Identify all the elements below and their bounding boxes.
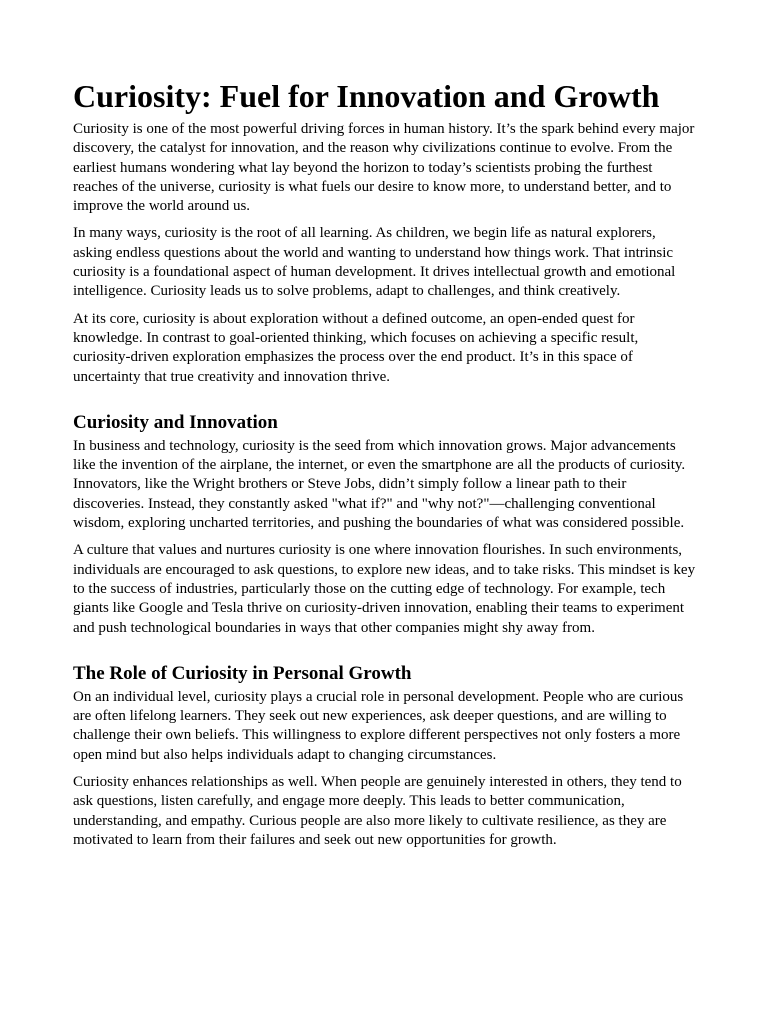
document-title: Curiosity: Fuel for Innovation and Growth [73, 78, 660, 114]
intro-paragraph-1: Curiosity is one of the most powerful driving forces in human history. It’s the spark behind every major discovery, the catalyst for innovation, and the reason why civilizations continue to evolve. From the earliest humans wondering what lay beyond the horizon to today’s scientists probing the furthest reaches of the universe, curiosity is what fuels our desire to know more, to understand better, and to improve the world around us. [73, 121, 695, 215]
intro-paragraph-3: At its core, curiosity is about exploration without a defined outcome, an open-ended quest for knowledge. In contrast to goal-oriented thinking, which focuses on achieving a specific result, curiosity-driven exploration emphasizes the process over the end product. It’s in this space of uncertainty that true creativity and innovation thrive. [73, 310, 639, 385]
section-paragraph: Curiosity enhances relationships as well. When people are genuinely interested in others, they tend to ask questions, listen carefully, and engage more deeply. This leads to better communication, understanding, and empathy. Curious people are also more likely to cultivate resilience, as they are motivated to learn from their failures and seek out new opportunities for growth. [73, 774, 682, 848]
intro-section [73, 120, 695, 387]
section-personal-growth [73, 662, 695, 850]
section-heading: The Role of Curiosity in Personal Growth [73, 662, 412, 684]
section-paragraph: A culture that values and nurtures curiosity is one where innovation flourishes. In such environments, individuals are encouraged to ask questions, to explore new ideas, and to take risks. This mindset is key to the success of industries, particularly those on the cutting edge of technology. For example, tech giants like Google and Tesla thrive on curiosity-driven innovation, enabling their teams to experiment and push technological boundaries in ways that other companies might shy away from. [73, 542, 696, 636]
section-paragraph: On an individual level, curiosity plays a crucial role in personal development. People who are curious are often lifelong learners. They seek out new experiences, ask deeper questions, and are willing to challenge their own beliefs. This willingness to explore different perspectives not only fosters a more open mind but also helps individuals adapt to changing circumstances. [73, 688, 684, 763]
intro-paragraph-2: In many ways, curiosity is the root of all learning. As children, we begin life as natural explorers, asking endless questions about the world and wanting to understand how things work. That intrinsic curiosity is a foundational aspect of human development. It drives intellectual growth and emotional intelligence. Curiosity leads us to solve problems, adapt to challenges, and think creatively. [73, 225, 676, 300]
section-heading: Curiosity and Innovation [73, 411, 278, 433]
section-paragraph: In business and technology, curiosity is the seed from which innovation grows. Major advancements like the invention of the airplane, the internet, or even the smartphone are all the products of curiosity. Innovators, like the Wright brothers or Steve Jobs, didn’t simply follow a linear path to their discoveries. Instead, they constantly asked "what if?" and "why not?"—challenging conventional wisdom, exploring uncharted territories, and pushing the boundaries of what was considered possible. [73, 437, 686, 532]
section-curiosity-and-innovation [73, 411, 695, 638]
